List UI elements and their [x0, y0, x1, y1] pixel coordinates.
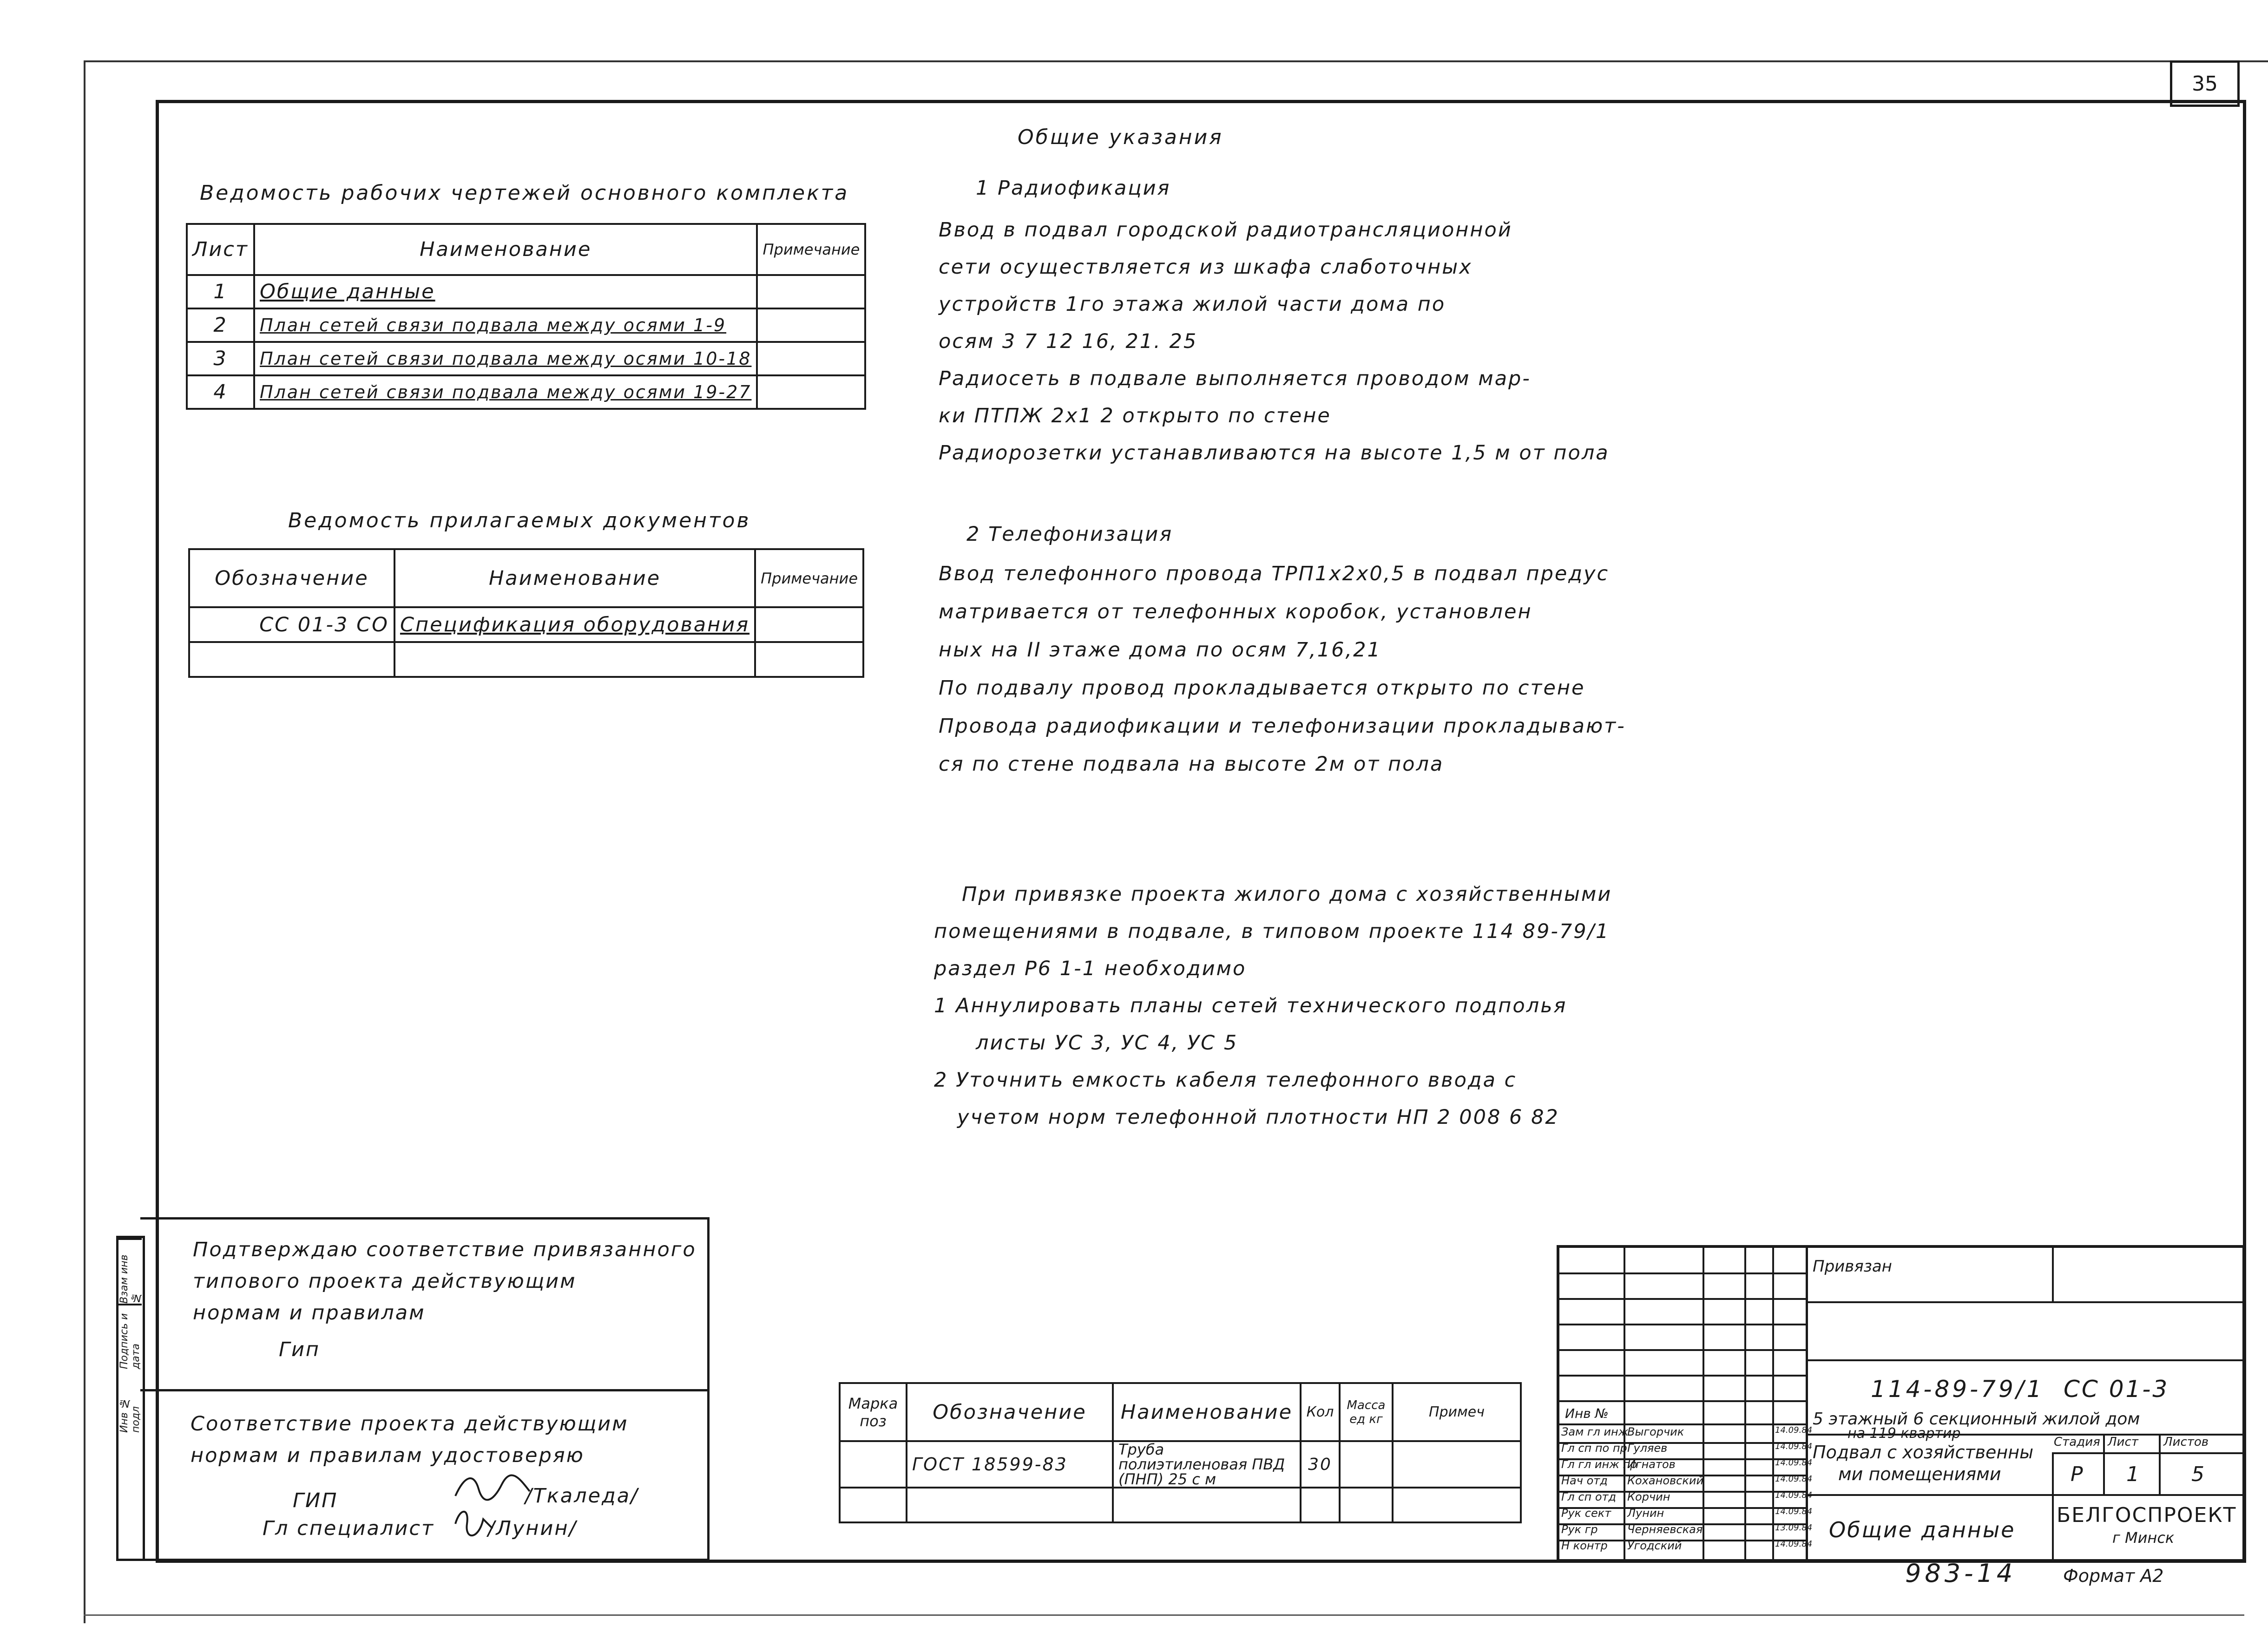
set-code: СС 01-3: [2064, 1376, 2169, 1403]
project-code: 114-89-79/1: [1871, 1376, 2044, 1403]
table-row: [189, 642, 863, 677]
org-name: БЕЛГОСПРОЕКТ: [2057, 1503, 2237, 1527]
table-row: 1 Общие данные: [187, 275, 865, 308]
col-header-note: Примечание: [755, 549, 863, 607]
spec-table: [839, 1382, 1522, 1523]
staff-row: Зам гл инж Выгорчик 14.09.84: [1561, 1425, 1813, 1438]
col-header-name: Наименование: [254, 224, 757, 275]
radio-heading: 1 Радиофикация: [976, 177, 1171, 200]
table-row: 2 План сетей связи подвала между осями 1-9: [187, 308, 865, 342]
certify-text: Соответствие проекта действующим нормам и правилам удостоверяю: [191, 1412, 629, 1467]
project-name-2: на 119 квартир: [1847, 1425, 1961, 1442]
title-block: [1557, 1245, 2245, 1562]
sheet-header: Лист: [2108, 1435, 2138, 1449]
spec-signature: [451, 1505, 497, 1542]
section-name-2: ми помещениями: [1838, 1464, 2001, 1484]
phone-notes: Ввод телефонного провода ТРП1х2х0,5 в подвал предус матривается от телефонных коробок, установлен ных на II этаже дома по осям 7,16,21 По подвалу провод прокладывается открыто по стене Провода радиофикации и телефонизации прокладывают- ся по стене подвала на высоте 2м от пола: [939, 562, 1626, 776]
staff-list: [1561, 1425, 1813, 1555]
table-row: ГОСТ 18599-83 Труба полиэтиленовая ПВД (ПНП) 25 с м 30: [840, 1441, 1521, 1488]
staff-row: Гл сп по пр Гуляев 14.09.84: [1561, 1442, 1813, 1455]
attached-docs-table: [188, 548, 864, 678]
staff-row: Нач отд Кохановский 14.09.84: [1561, 1474, 1813, 1487]
col-header-note: Примечание: [757, 224, 865, 275]
sheets-value: 5: [2191, 1462, 2204, 1486]
col-header-mass: Масса ед кг: [1340, 1383, 1393, 1441]
gip-name: /Ткаледа/: [525, 1484, 639, 1508]
org-city: г Минск: [2112, 1529, 2175, 1547]
sheet-title: Общие данные: [1829, 1517, 2016, 1542]
staff-row: Гл гл инж пр Игнатов 14.09.84: [1561, 1458, 1813, 1471]
attached-docs-title: Ведомость прилагаемых документов: [288, 509, 751, 532]
stage-value: Р: [2071, 1462, 2083, 1486]
trim-line: [84, 1614, 2244, 1616]
staff-row: Рук гр Черняевская 13.09.84: [1561, 1523, 1813, 1536]
gip-label: Гип: [279, 1338, 321, 1361]
general-notes-heading: Общие указания: [1018, 125, 1223, 149]
format-label: Формат А2: [2063, 1566, 2164, 1586]
confirm-text: Подтверждаю соответствие привязанного типового проекта действующим нормам и правилам: [193, 1238, 697, 1325]
drawings-list-title: Ведомость рабочих чертежей основного комплекта: [200, 181, 849, 205]
table-row: 3 План сетей связи подвала между осями 10-18: [187, 342, 865, 375]
binding-notes: При привязке проекта жилого дома с хозяйственными помещениями в подвале, в типовом проекте 114 89-79/1 раздел Р6 1-1 необходимо 1 Аннулировать планы сетей технического подполья листы УС 3, УС 4, УС 5 2 Уточнить емкость кабеля телефонного ввода с учетом норм телефонной плотности НП 2 008 6 82: [934, 883, 1612, 1129]
sheet-value: 1: [2126, 1462, 2139, 1486]
col-header-name: Наименование: [1113, 1383, 1301, 1441]
gip-signature: [451, 1470, 534, 1508]
staff-row: Рук сект Лунин 14.09.84: [1561, 1507, 1813, 1520]
spec-name: /Лунин/: [488, 1517, 577, 1540]
inv-label: Инв №: [1565, 1406, 1609, 1421]
privyazan-label: Привязан: [1813, 1257, 1892, 1276]
spec-label: Гл специалист: [263, 1517, 435, 1540]
col-header-qty: Кол: [1301, 1383, 1340, 1441]
radio-notes: Ввод в подвал городской радиотрансляционной сети осуществляется из шкафа слаботочных устройств 1го этажа жилой части дома по осям 3 7 12 16, 21. 25 Радиосеть в подвале выполняется проводом мар- ки ПТПЖ 2х1 2 открыто по стене Радиорозетки устанавливаются на высоте 1,5 м от пола: [939, 218, 1610, 465]
section-name-1: Подвал с хозяйственны: [1813, 1442, 2034, 1462]
archive-number: 983-14: [1905, 1559, 2017, 1588]
gip-row-label: ГИП: [293, 1489, 338, 1512]
col-header-note: Примеч: [1393, 1383, 1521, 1441]
drawings-list-table: [186, 223, 866, 410]
staff-row: Гл сп отд Корчин 14.09.84: [1561, 1490, 1813, 1503]
sheet-number: 35: [2170, 60, 2240, 107]
stage-header: Стадия: [2054, 1435, 2100, 1449]
col-header-sheet: Лист: [187, 224, 254, 275]
side-approval-strip: Взам инв № Подпись и дата Инв № подл: [116, 1236, 145, 1561]
col-header-designation: Обозначение: [189, 549, 394, 607]
col-header-name: Наименование: [394, 549, 755, 607]
col-header-designation: Обозначение: [907, 1383, 1113, 1441]
table-row: СС 01-3 СО Спецификация оборудования: [189, 607, 863, 642]
staff-row: Н контр Угодский 14.09.84: [1561, 1539, 1813, 1552]
phone-heading: 2 Телефонизация: [966, 523, 1173, 546]
table-row: 4 План сетей связи подвала между осями 19-27: [187, 375, 865, 409]
project-name-1: 5 этажный 6 секционный жилой дом: [1813, 1410, 2140, 1429]
col-header-mark: Марка поз: [840, 1383, 907, 1441]
table-row: [840, 1488, 1521, 1522]
sheets-header: Листов: [2163, 1435, 2209, 1449]
